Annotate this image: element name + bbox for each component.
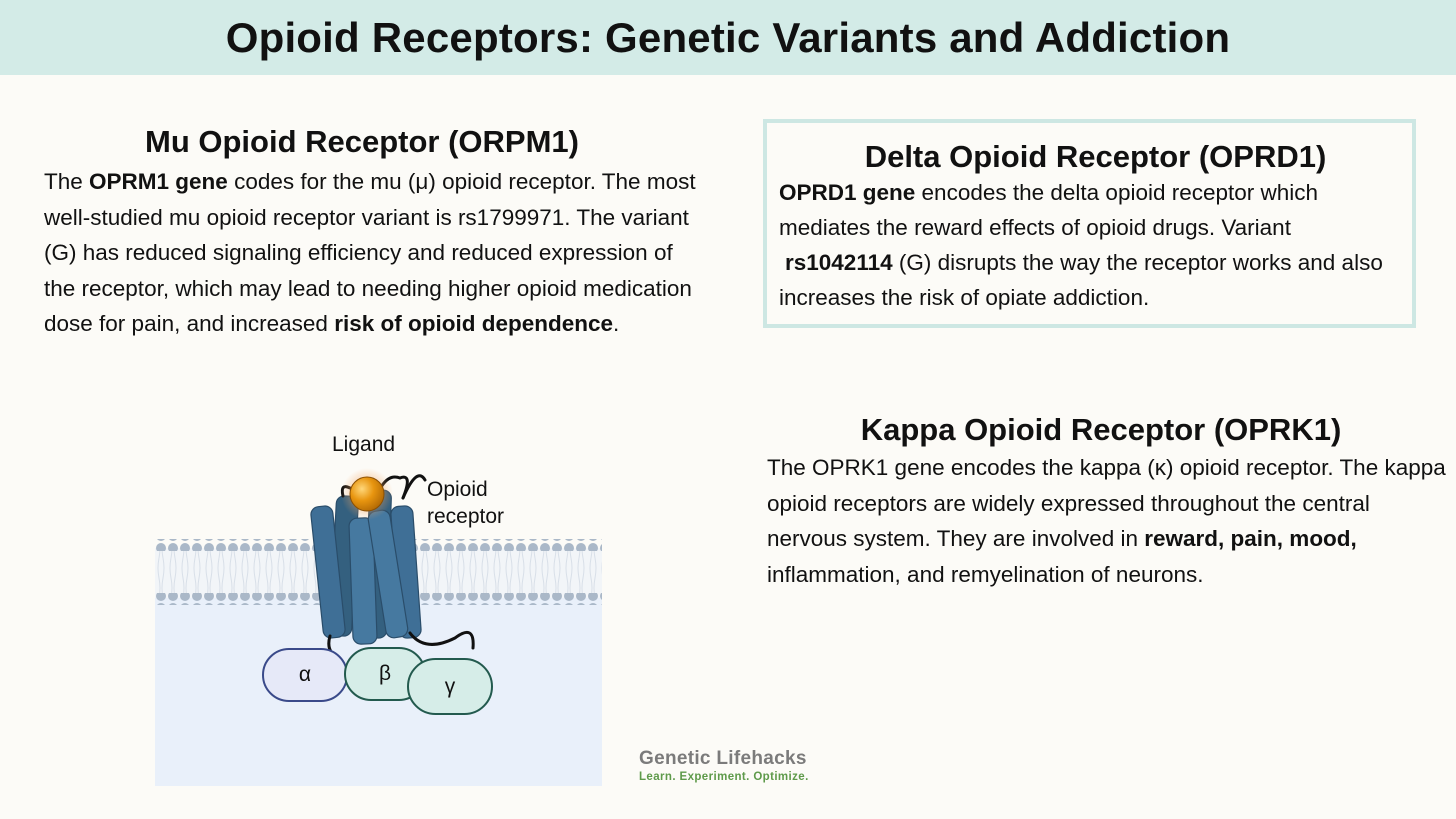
genetic-lifehacks-logo	[639, 748, 819, 784]
logo-name: Genetic Lifehacks	[639, 748, 807, 769]
delta-receptor-text	[779, 175, 1412, 315]
delta-text-1: encodes the delta opioid receptor which mediates the reward effects of opioid drugs. Variant	[779, 180, 1319, 240]
delta-receptor-title: Delta Opioid Receptor (OPRD1)	[864, 139, 1327, 174]
logo-tagline: Learn. Experiment. Optimize.	[639, 771, 809, 783]
alpha-subunit: α	[262, 648, 348, 702]
ligand-molecule	[350, 477, 384, 511]
kappa-text-2: inflammation, and remyelination of neurons.	[767, 561, 1204, 587]
delta-gene-bold: OPRD1 gene	[779, 180, 916, 205]
kappa-receptor-section	[767, 410, 1447, 592]
gamma-subunit: γ	[407, 658, 493, 715]
kappa-receptor-title: Kappa Opioid Receptor (OPRK1)	[860, 412, 1342, 447]
ligand-label: Ligand	[332, 433, 396, 456]
kappa-text-1: The OPRK1 gene encodes the kappa (κ) opioid receptor. The kappa opioid receptors are widely expressed throughout the central nervous system. They are involved in	[767, 455, 1446, 551]
mu-receptor-text	[44, 164, 710, 342]
delta-text-2: (G) disrupts the way the receptor works and also increases the risk of opiate addiction.	[779, 250, 1383, 310]
opioid-receptor-label: Opioid receptor	[427, 478, 505, 528]
title-banner	[0, 0, 1456, 75]
mu-receptor-title: Mu Opioid Receptor (ORPM1)	[145, 124, 579, 159]
kappa-involved-bold: reward, pain, mood,	[1144, 526, 1357, 551]
mu-text-1: The	[44, 169, 90, 194]
delta-variant-bold: rs1042114	[785, 250, 893, 275]
kappa-receptor-text	[767, 450, 1447, 592]
mu-receptor-section	[44, 124, 710, 342]
mu-text-3: .	[613, 311, 620, 336]
receptor-diagram	[155, 398, 602, 786]
mu-risk-bold: risk of opioid dependence	[334, 311, 613, 336]
mu-gene-bold: OPRM1 gene	[89, 169, 228, 194]
page-title: Opioid Receptors: Genetic Variants and Addiction	[225, 13, 1231, 61]
delta-receptor-box	[763, 119, 1416, 328]
beta-subunit: β	[344, 647, 426, 701]
mu-text-2: codes for the mu (μ) opioid receptor. The most well-studied mu opioid receptor variant is rs1799971. The variant (G) has reduced signaling efficiency and reduced expression of the receptor, which may lead to needing higher opioid medication dose for pain, and increased	[44, 169, 696, 336]
